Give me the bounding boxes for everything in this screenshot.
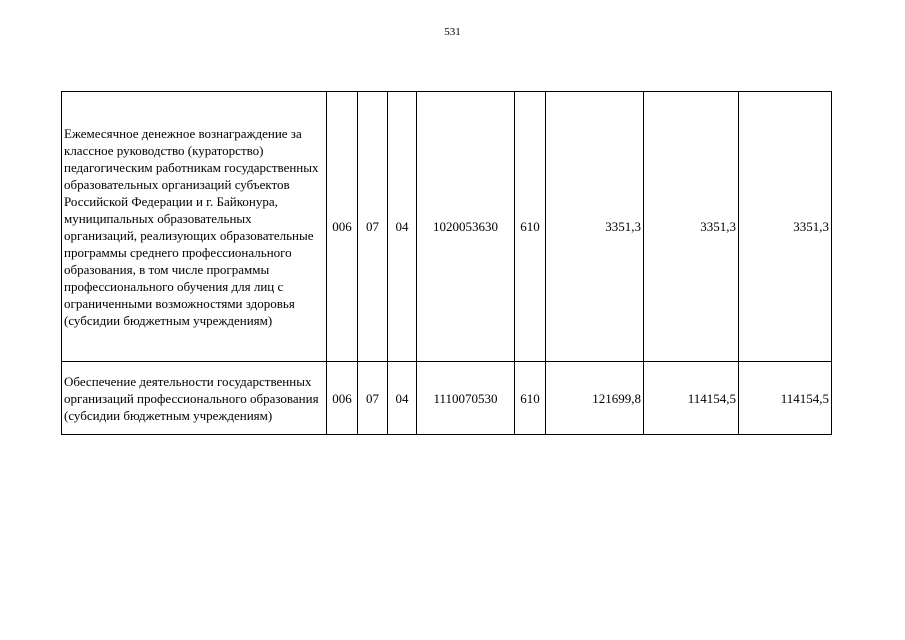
target-article-code: 1020053630 — [417, 92, 515, 362]
target-article-code: 1110070530 — [417, 362, 515, 435]
ministry-code: 006 — [327, 92, 358, 362]
subsection-code: 04 — [388, 92, 417, 362]
amount-year-1: 3351,3 — [546, 92, 644, 362]
table-row — [62, 362, 832, 435]
subsection-code: 04 — [388, 362, 417, 435]
budget-table — [61, 91, 832, 435]
section-code: 07 — [358, 362, 388, 435]
expense-description: Ежемесячное денежное вознаграждение за классное руководство (кураторство) педагогическим работникам государственных образовательных организаций субъектов Российской Федерации и г. Байконура, муниципальных образовательных организаций, реализующих образовательные программы среднего профессионального образования, в том числе программы профессионального обучения для лиц с ограниченными возможностями здоровья (субсидии бюджетным учреждениям) — [62, 92, 327, 362]
expense-description: Обеспечение деятельности государственных организаций профессионального образования (субсидии бюджетным учреждениям) — [62, 362, 327, 435]
amount-year-1: 121699,8 — [546, 362, 644, 435]
table-row — [62, 92, 832, 362]
ministry-code: 006 — [327, 362, 358, 435]
expense-type-code: 610 — [515, 362, 546, 435]
section-code: 07 — [358, 92, 388, 362]
amount-year-3: 3351,3 — [739, 92, 832, 362]
page-number: 531 — [444, 26, 461, 38]
expense-type-code: 610 — [515, 92, 546, 362]
amount-year-3: 114154,5 — [739, 362, 832, 435]
amount-year-2: 114154,5 — [644, 362, 739, 435]
amount-year-2: 3351,3 — [644, 92, 739, 362]
